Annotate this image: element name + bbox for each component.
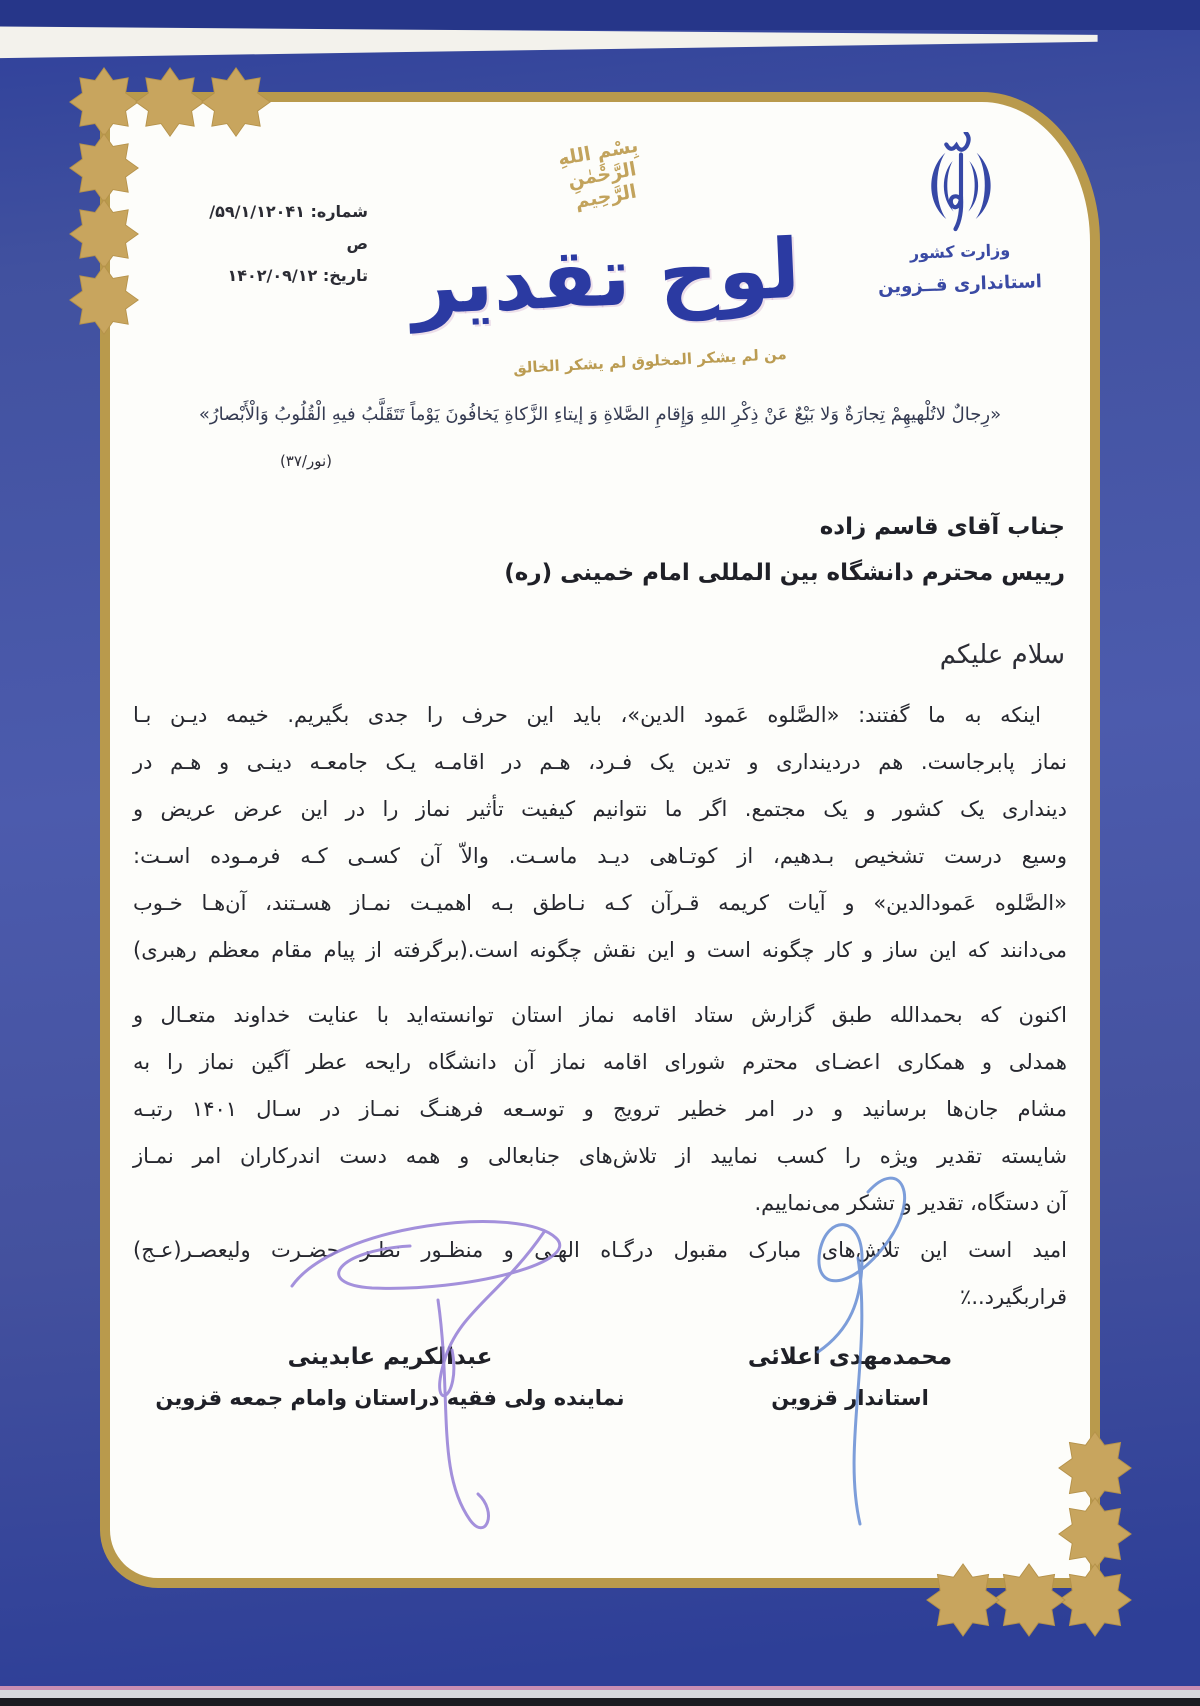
body-line: مشام جان‌ها برسانید و در امر خطیر ترویج و توسـعه فرهنـگ نمـاز در سـال ۱۴۰۱ رتبـه [133,1097,1067,1121]
body-paragraph-2 [133,992,1067,1227]
letter-date: تاریخ: ۱۴۰۲/۰۹/۱۲ [227,266,368,285]
recipient-name: جناب آقای قاسم زاده [819,514,1065,540]
scan-top-band [0,0,1200,30]
signer-left-name: عبدالکریم عابدینی [287,1344,493,1370]
signer-right-name: محمدمهدی اعلائی [747,1344,953,1370]
body-line: وسیع درست تشخیص بـدهیم، از کوتـاهی دیـد ماسـت. والاّ آن کسـی کـه فرمـوده اسـت: [133,844,1067,868]
salutation: سلام علیکم [939,640,1065,670]
governorate-name: استانداری قــزوین [877,271,1043,298]
recipient-title: رییس محترم دانشگاه بین المللی امام خمینی (ره) [504,560,1065,586]
iran-emblem-icon [915,132,1007,236]
signature-left-block [150,1344,630,1410]
gratitude-motto: من لم یشکر المخلوق لم یشکر الخالق [512,344,788,378]
bismillah-roundel: بِسْمِ اللهِ الرَّحْمٰنِ الرَّحِیم [556,134,640,214]
verse-reference: (نور/۳۷) [279,452,332,470]
letter-meta [198,196,368,292]
signature-right-block [640,1344,1060,1410]
body-line: شایسته تقدیر ویژه را کسب نمایید از تلاش‌های جنابعالی و همه دست اندرکاران امر نمـاز [133,1144,1067,1168]
body-line: «الصَّلوه عَمودالدین» و آیات کریمه قـرآن کـه نـاطق بـه اهمیـت نمـاز هسـتند، آن‌هـا خـوب [133,891,1067,915]
body-line: آن دستگاه، تقدیر و تشکر می‌نماییم. [754,1191,1067,1215]
body-paragraph-1 [133,692,1067,974]
body-line: دینداری یک کشور و یک مجتمع. اگر ما نتوانیم کیفیت تأثیر نماز را در این عرض عریض و [133,797,1067,821]
signer-right-title: استاندار قزوین [771,1386,929,1410]
certificate-title: لوح تقدیر [409,221,802,334]
ministry-name: وزارت کشور [909,240,1011,263]
body-line: اکنون که بحمدالله طبق گزارش ستاد اقامه نماز استان توانسته‌اید با عنایت خداوند متعـال و [133,1003,1067,1027]
body-line: همدلی و همکاری اعضـای محترم شورای اقامه نماز آن دانشگاه رایحه عطر آگین نماز را به [133,1050,1067,1074]
signer-left-title: نماینده ولی فقیه دراستان وامام جمعه قزوین [155,1386,625,1410]
scan-bottom-black-strip [0,1698,1200,1706]
body-line: اینکه به ما گفتند: «الصَّلوه عَمود الدین»، باید این حرف را جدی بگیریم. خیمه دیـن بـا [133,703,1041,727]
body-line: نماز پابرجاست. هم دردینداری و تدین یک فـرد، هـم در اقامـه یـک جامعـه دینـی و هـم در [133,750,1067,774]
scan-bottom-gray-strip [0,1690,1200,1698]
quran-verse: «رِجالٌ لاتُلْهیهِمْ تِجارَةٌ وَلا بَیْعٌ عَنْ ذِکْرِ اللهِ وَإِقامِ الصَّلاةِ وَ إیتاءِ الزَّکاةِ یَخافُونَ یَوْماً تَتَقَلَّبُ فیهِ الْقُلُوبُ وَالْأَبْصارُ» [198,404,1002,425]
body-paragraph-3 [133,1227,1067,1321]
letter-number: شماره: ۵۹/۱/۱۲۰۴۱/ص [209,202,368,253]
body-line: امید است این تلاش‌های مبارک مقبول درگـاه الهـی و منظـور نظـر حضـرت ولیعصـر(عـج) [133,1238,1067,1262]
body-line: می‌دانند که این ساز و کار چگونه است و این نقش چگونه است.(برگرفته از پیام مقام معظم رهبری) [133,938,1067,962]
body-line: قراربگیرد..٪ [960,1285,1067,1309]
